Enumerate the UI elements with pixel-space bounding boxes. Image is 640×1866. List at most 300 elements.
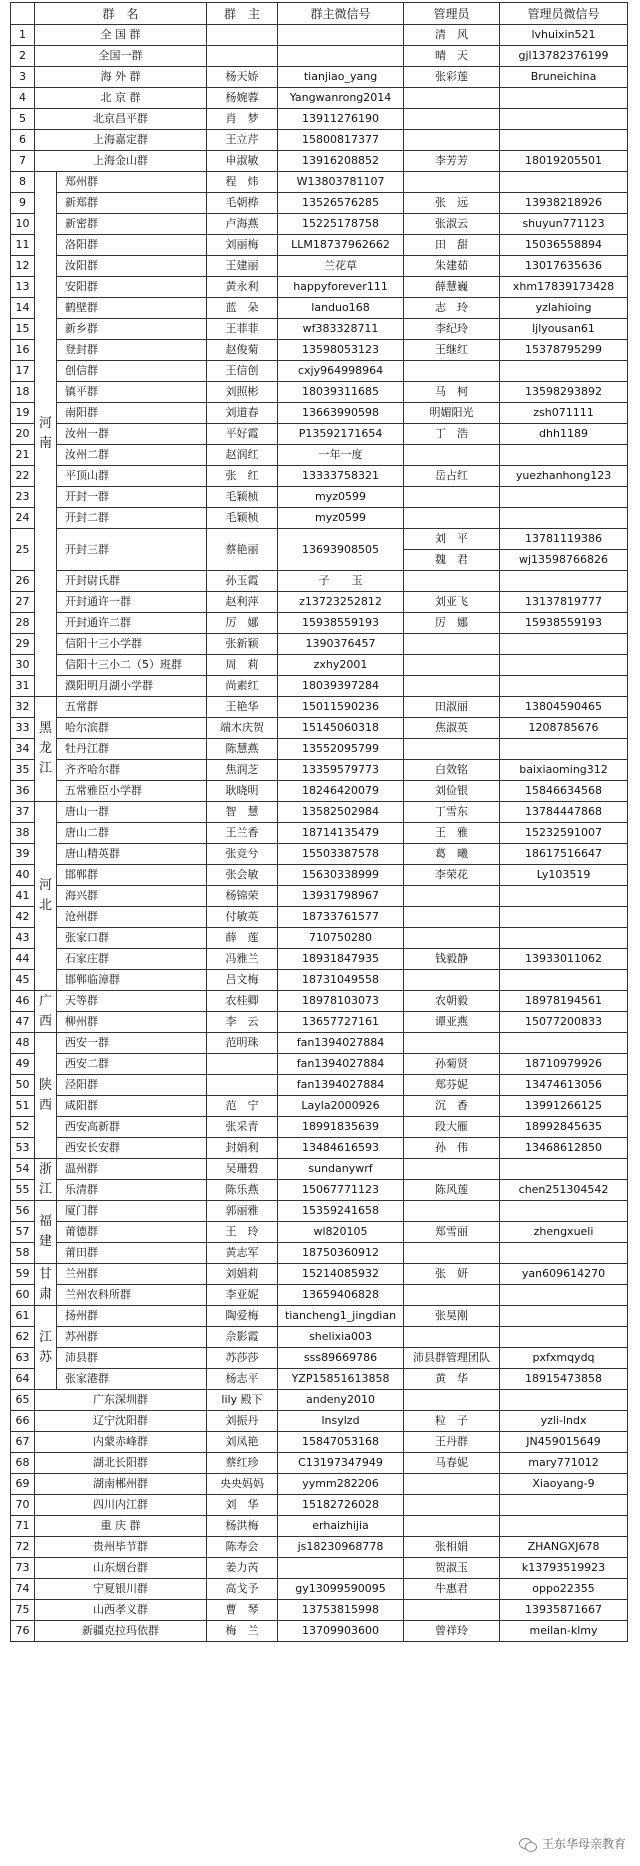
owner-wechat: 15214085932 [278, 1264, 404, 1285]
header-owner: 群 主 [207, 3, 278, 25]
table-row [11, 1138, 628, 1159]
admin-wechat [500, 487, 628, 508]
owner-name: 付敏英 [207, 907, 278, 928]
group-name: 唐山一群 [57, 802, 207, 823]
table-row [11, 1432, 628, 1453]
owner-wechat: 15359241658 [278, 1201, 404, 1222]
admin-wechat: yzlahioing [500, 298, 628, 319]
owner-name: 赵润红 [207, 445, 278, 466]
admin-name [404, 655, 500, 676]
row-number: 67 [11, 1432, 35, 1453]
owner-wechat: shelixia003 [278, 1327, 404, 1348]
table-row [11, 970, 628, 991]
group-name: 汝州一群 [57, 424, 207, 445]
admin-wechat [500, 88, 628, 109]
owner-wechat: 13598053123 [278, 340, 404, 361]
group-name: 开封二群 [57, 508, 207, 529]
group-name: 苏州群 [57, 1327, 207, 1348]
group-name: 柳州群 [57, 1012, 207, 1033]
admin-name: 郑雪丽 [404, 1222, 500, 1243]
admin-name: 王 雅 [404, 823, 500, 844]
row-number: 41 [11, 886, 35, 907]
group-name: 内蒙赤峰群 [35, 1432, 207, 1453]
admin-name: 曾祥玲 [404, 1621, 500, 1642]
group-name: 濮阳明月湖小学群 [57, 676, 207, 697]
row-number: 50 [11, 1075, 35, 1096]
owner-wechat: tianjiao_yang [278, 67, 404, 88]
owner-wechat: andeny2010 [278, 1390, 404, 1411]
owner-name: 冯雅兰 [207, 949, 278, 970]
admin-wechat: 15077200833 [500, 1012, 628, 1033]
table-row [11, 1411, 628, 1432]
owner-name: 耿晓明 [207, 781, 278, 802]
group-name: 新郑群 [57, 193, 207, 214]
owner-wechat [278, 46, 404, 67]
row-number: 4 [11, 88, 35, 109]
admin-name: 薛慧巍 [404, 277, 500, 298]
group-name: 汝阳群 [57, 256, 207, 277]
row-number: 51 [11, 1096, 35, 1117]
group-name: 全 国 群 [35, 25, 207, 46]
row-number: 22 [11, 466, 35, 487]
table-row [11, 256, 628, 277]
owner-name: 王信创 [207, 361, 278, 382]
owner-name: 张采青 [207, 1117, 278, 1138]
group-name: 哈尔滨群 [57, 718, 207, 739]
admin-name [404, 676, 500, 697]
admin-name [404, 508, 500, 529]
admin-name: 孙 伟 [404, 1138, 500, 1159]
group-name: 创信群 [57, 361, 207, 382]
admin-name: 张相娟 [404, 1537, 500, 1558]
row-number: 17 [11, 361, 35, 382]
owner-wechat: landuo168 [278, 298, 404, 319]
group-name: 郑州群 [57, 172, 207, 193]
admin-wechat [500, 970, 628, 991]
owner-wechat: 18978103073 [278, 991, 404, 1012]
group-name: 洛阳群 [57, 235, 207, 256]
row-number: 75 [11, 1600, 35, 1621]
owner-wechat: 15630338999 [278, 865, 404, 886]
table-row [11, 130, 628, 151]
admin-name [404, 109, 500, 130]
admin-name [404, 739, 500, 760]
group-name: 兰州农科所群 [57, 1285, 207, 1306]
group-name: 广东深圳群 [35, 1390, 207, 1411]
row-number: 25 [11, 529, 35, 571]
group-name: 开封一群 [57, 487, 207, 508]
table-row [11, 1348, 628, 1369]
group-name: 上海嘉定群 [35, 130, 207, 151]
group-name: 扬州群 [57, 1306, 207, 1327]
owner-name: 黄志军 [207, 1243, 278, 1264]
header-number [11, 3, 35, 25]
admin-name: 明媚阳光 [404, 403, 500, 424]
owner-name: 申淑敏 [207, 151, 278, 172]
admin-name: 刘俭银 [404, 781, 500, 802]
group-name: 新密群 [57, 214, 207, 235]
owner-name: 陈乐燕 [207, 1180, 278, 1201]
owner-wechat: C13197347949 [278, 1453, 404, 1474]
row-number: 47 [11, 1012, 35, 1033]
admin-name [404, 1600, 500, 1621]
owner-name: 刘丽梅 [207, 235, 278, 256]
owner-name: 张新颖 [207, 634, 278, 655]
header-group-name: 群 名 [35, 3, 207, 25]
row-number: 46 [11, 991, 35, 1012]
group-name: 鹤壁群 [57, 298, 207, 319]
owner-name: 刘道春 [207, 403, 278, 424]
owner-wechat: lnsylzd [278, 1411, 404, 1432]
owner-wechat: sundanywrf [278, 1159, 404, 1180]
admin-name: 沉 香 [404, 1096, 500, 1117]
group-name: 邯郸临漳群 [57, 970, 207, 991]
admin-name: 孙菊贤 [404, 1054, 500, 1075]
admin-wechat: 13938218926 [500, 193, 628, 214]
province-label: 甘 肃 [35, 1264, 57, 1306]
group-name: 湖北长阳群 [35, 1453, 207, 1474]
group-name: 莆德群 [57, 1222, 207, 1243]
admin-name: 清 风 [404, 25, 500, 46]
group-directory [10, 2, 628, 1642]
table-row [11, 382, 628, 403]
owner-wechat: LLM18737962662 [278, 235, 404, 256]
owner-wechat: 13333758321 [278, 466, 404, 487]
owner-wechat: 13657727161 [278, 1012, 404, 1033]
table-row [11, 949, 628, 970]
owner-name: 张会敏 [207, 865, 278, 886]
group-name: 海 外 群 [35, 67, 207, 88]
owner-name: 陶爱梅 [207, 1306, 278, 1327]
table-row [11, 1369, 628, 1390]
owner-wechat: cxjy964998964 [278, 361, 404, 382]
admin-name: 李芳芳 [404, 151, 500, 172]
owner-name: 曹 琴 [207, 1600, 278, 1621]
admin-wechat [500, 1390, 628, 1411]
admin-wechat: 15378795299 [500, 340, 628, 361]
owner-name: 张 红 [207, 466, 278, 487]
table-row [11, 907, 628, 928]
owner-name: 王立芹 [207, 130, 278, 151]
owner-wechat: 18731049558 [278, 970, 404, 991]
row-number: 43 [11, 928, 35, 949]
admin-name [404, 970, 500, 991]
admin-name: 钱毅静 [404, 949, 500, 970]
admin-wechat [500, 1033, 628, 1054]
admin-name [404, 361, 500, 382]
table-row [11, 865, 628, 886]
group-name: 齐齐哈尔群 [57, 760, 207, 781]
row-number: 7 [11, 151, 35, 172]
group-name: 邯郸群 [57, 865, 207, 886]
admin-wechat: 13017635636 [500, 256, 628, 277]
group-name: 开封通许二群 [57, 613, 207, 634]
admin-wechat: baixiaoming312 [500, 760, 628, 781]
row-number: 54 [11, 1159, 35, 1180]
owner-wechat [278, 1558, 404, 1579]
row-number: 35 [11, 760, 35, 781]
owner-wechat: z13723252812 [278, 592, 404, 613]
table-row [11, 1222, 628, 1243]
row-number: 56 [11, 1201, 35, 1222]
group-name: 西安二群 [57, 1054, 207, 1075]
owner-wechat: 1390376457 [278, 634, 404, 655]
admin-wechat: 13137819777 [500, 592, 628, 613]
table-row [11, 928, 628, 949]
table-row [11, 1201, 628, 1222]
admin-wechat: JN459015649 [500, 1432, 628, 1453]
row-number: 71 [11, 1516, 35, 1537]
owner-name: 赵俊菊 [207, 340, 278, 361]
group-name: 信阳十三小学群 [57, 634, 207, 655]
table-row [11, 1621, 628, 1642]
admin-name [404, 1327, 500, 1348]
owner-name [207, 46, 278, 67]
admin-name [404, 88, 500, 109]
row-number: 23 [11, 487, 35, 508]
row-number: 27 [11, 592, 35, 613]
admin-wechat: 15938559193 [500, 613, 628, 634]
owner-name: 央央妈妈 [207, 1474, 278, 1495]
owner-name [207, 1054, 278, 1075]
admin-name [404, 487, 500, 508]
admin-wechat: 18978194561 [500, 991, 628, 1012]
row-number: 3 [11, 67, 35, 88]
row-number: 15 [11, 319, 35, 340]
group-name: 开封尉氏群 [57, 571, 207, 592]
group-name: 贵州毕节群 [35, 1537, 207, 1558]
admin-wechat [500, 172, 628, 193]
table-row [11, 1579, 628, 1600]
row-number: 73 [11, 1558, 35, 1579]
row-number: 53 [11, 1138, 35, 1159]
group-name: 宁夏银川群 [35, 1579, 207, 1600]
table-row [11, 1054, 628, 1075]
table-row [11, 1264, 628, 1285]
table-row [11, 844, 628, 865]
table-row [11, 1306, 628, 1327]
owner-name: 毛颖桢 [207, 508, 278, 529]
table-row [11, 1033, 628, 1054]
group-table [10, 2, 628, 1642]
admin-name: 刘亚飞 [404, 592, 500, 613]
admin-wechat [500, 634, 628, 655]
table-row [11, 319, 628, 340]
owner-name: 郭丽雅 [207, 1201, 278, 1222]
owner-name: 王 玲 [207, 1222, 278, 1243]
admin-wechat [500, 739, 628, 760]
admin-wechat: 1208785676 [500, 718, 628, 739]
admin-wechat [500, 361, 628, 382]
group-name: 新乡群 [57, 319, 207, 340]
group-name: 全国一群 [35, 46, 207, 67]
table-row [11, 1600, 628, 1621]
row-number: 26 [11, 571, 35, 592]
row-number: 40 [11, 865, 35, 886]
admin-name: 晴 天 [404, 46, 500, 67]
row-number: 13 [11, 277, 35, 298]
admin-wechat [500, 508, 628, 529]
table-row [11, 571, 628, 592]
admin-name: 丁雪东 [404, 802, 500, 823]
owner-wechat: 13693908505 [278, 529, 404, 571]
admin-name: 朱建茹 [404, 256, 500, 277]
admin-name: 刘 平 [404, 529, 500, 550]
admin-wechat [500, 571, 628, 592]
province-label: 陕 西 [35, 1033, 57, 1159]
province-label: 广 西 [35, 991, 57, 1033]
owner-wechat: 13659406828 [278, 1285, 404, 1306]
owner-wechat: 13663990598 [278, 403, 404, 424]
owner-name: 薛 莲 [207, 928, 278, 949]
group-name: 信阳十三小二（5）班群 [57, 655, 207, 676]
admin-name: 厉 娜 [404, 613, 500, 634]
table-row [11, 1159, 628, 1180]
owner-name: 厉 娜 [207, 613, 278, 634]
group-name: 北京昌平群 [35, 109, 207, 130]
table-row [11, 1180, 628, 1201]
row-number: 55 [11, 1180, 35, 1201]
owner-name: 孙玉霞 [207, 571, 278, 592]
owner-name: 杨志平 [207, 1369, 278, 1390]
row-number: 76 [11, 1621, 35, 1642]
owner-name: 王兰香 [207, 823, 278, 844]
owner-wechat: js18230968778 [278, 1537, 404, 1558]
group-name: 张家港群 [57, 1369, 207, 1390]
group-name: 莆田群 [57, 1243, 207, 1264]
owner-name: 刘 华 [207, 1495, 278, 1516]
row-number: 63 [11, 1348, 35, 1369]
table-row [11, 886, 628, 907]
admin-name: 谭亚燕 [404, 1012, 500, 1033]
admin-name: 魏 君 [404, 550, 500, 571]
admin-wechat [500, 1159, 628, 1180]
owner-wechat: 13931798967 [278, 886, 404, 907]
admin-name: 张昊刚 [404, 1306, 500, 1327]
row-number: 31 [11, 676, 35, 697]
owner-wechat: 15847053168 [278, 1432, 404, 1453]
admin-wechat: ljlyousan61 [500, 319, 628, 340]
admin-wechat: lvhuixin521 [500, 25, 628, 46]
row-number: 69 [11, 1474, 35, 1495]
table-row [11, 340, 628, 361]
owner-name: 卢海燕 [207, 214, 278, 235]
admin-wechat: mary771012 [500, 1453, 628, 1474]
owner-wechat: 兰花草 [278, 256, 404, 277]
table-row [11, 277, 628, 298]
admin-wechat [500, 676, 628, 697]
group-name: 唐山精英群 [57, 844, 207, 865]
owner-wechat: Layla2000926 [278, 1096, 404, 1117]
admin-name [404, 907, 500, 928]
table-row [11, 697, 628, 718]
owner-name: 杨婉蓉 [207, 88, 278, 109]
table-row [11, 823, 628, 844]
admin-wechat [500, 1327, 628, 1348]
admin-wechat [500, 1243, 628, 1264]
admin-wechat [500, 655, 628, 676]
admin-name: 马 柯 [404, 382, 500, 403]
watermark [519, 1835, 626, 1852]
row-number: 36 [11, 781, 35, 802]
group-name: 新疆克拉玛依群 [35, 1621, 207, 1642]
wechat-icon [519, 1837, 537, 1851]
owner-wechat: 18991835639 [278, 1117, 404, 1138]
owner-name: 张竞兮 [207, 844, 278, 865]
owner-name: 佘影霞 [207, 1327, 278, 1348]
admin-wechat [500, 1516, 628, 1537]
table-row [11, 193, 628, 214]
admin-wechat: yzli-lndx [500, 1411, 628, 1432]
row-number: 5 [11, 109, 35, 130]
group-name: 西安一群 [57, 1033, 207, 1054]
admin-name: 陈风莲 [404, 1180, 500, 1201]
owner-wechat: tiancheng1_jingdian [278, 1306, 404, 1327]
province-label: 河 北 [35, 802, 57, 991]
owner-wechat: myz0599 [278, 508, 404, 529]
admin-name: 牛惠君 [404, 1579, 500, 1600]
owner-wechat: 13552095799 [278, 739, 404, 760]
row-number: 66 [11, 1411, 35, 1432]
owner-wechat: yymm282206 [278, 1474, 404, 1495]
group-name: 镇平群 [57, 382, 207, 403]
group-name: 沛县群 [57, 1348, 207, 1369]
table-row [11, 487, 628, 508]
row-number: 52 [11, 1117, 35, 1138]
owner-wechat: 15938559193 [278, 613, 404, 634]
row-number: 30 [11, 655, 35, 676]
table-row [11, 1537, 628, 1558]
admin-wechat: oppo22355 [500, 1579, 628, 1600]
admin-wechat: 15036558894 [500, 235, 628, 256]
owner-wechat: W13803781107 [278, 172, 404, 193]
admin-wechat: shuyun771123 [500, 214, 628, 235]
group-name: 汝州二群 [57, 445, 207, 466]
table-row [11, 1558, 628, 1579]
group-name: 石家庄群 [57, 949, 207, 970]
row-number: 74 [11, 1579, 35, 1600]
row-number: 29 [11, 634, 35, 655]
admin-name: 王继红 [404, 340, 500, 361]
province-label: 浙 江 [35, 1159, 57, 1201]
admin-name [404, 130, 500, 151]
owner-wechat: 710750280 [278, 928, 404, 949]
province-label: 河 南 [35, 172, 57, 697]
admin-wechat: 13474613056 [500, 1075, 628, 1096]
admin-wechat: 13991266125 [500, 1096, 628, 1117]
owner-wechat: 15182726028 [278, 1495, 404, 1516]
admin-name: 志 玲 [404, 298, 500, 319]
owner-wechat: 13753815998 [278, 1600, 404, 1621]
table-row [11, 403, 628, 424]
row-number: 62 [11, 1327, 35, 1348]
owner-wechat: 13359579773 [278, 760, 404, 781]
group-name: 上海金山群 [35, 151, 207, 172]
admin-name [404, 928, 500, 949]
row-number: 68 [11, 1453, 35, 1474]
admin-wechat: ZHANGXJ678 [500, 1537, 628, 1558]
row-number: 28 [11, 613, 35, 634]
admin-wechat: pxfxmqydq [500, 1348, 628, 1369]
admin-name: 焦淑英 [404, 718, 500, 739]
owner-wechat: 18750360912 [278, 1243, 404, 1264]
owner-wechat: Yangwanrong2014 [278, 88, 404, 109]
table-row [11, 676, 628, 697]
admin-name [404, 1474, 500, 1495]
table-row [11, 1516, 628, 1537]
owner-name: 王艳华 [207, 697, 278, 718]
row-number: 32 [11, 697, 35, 718]
